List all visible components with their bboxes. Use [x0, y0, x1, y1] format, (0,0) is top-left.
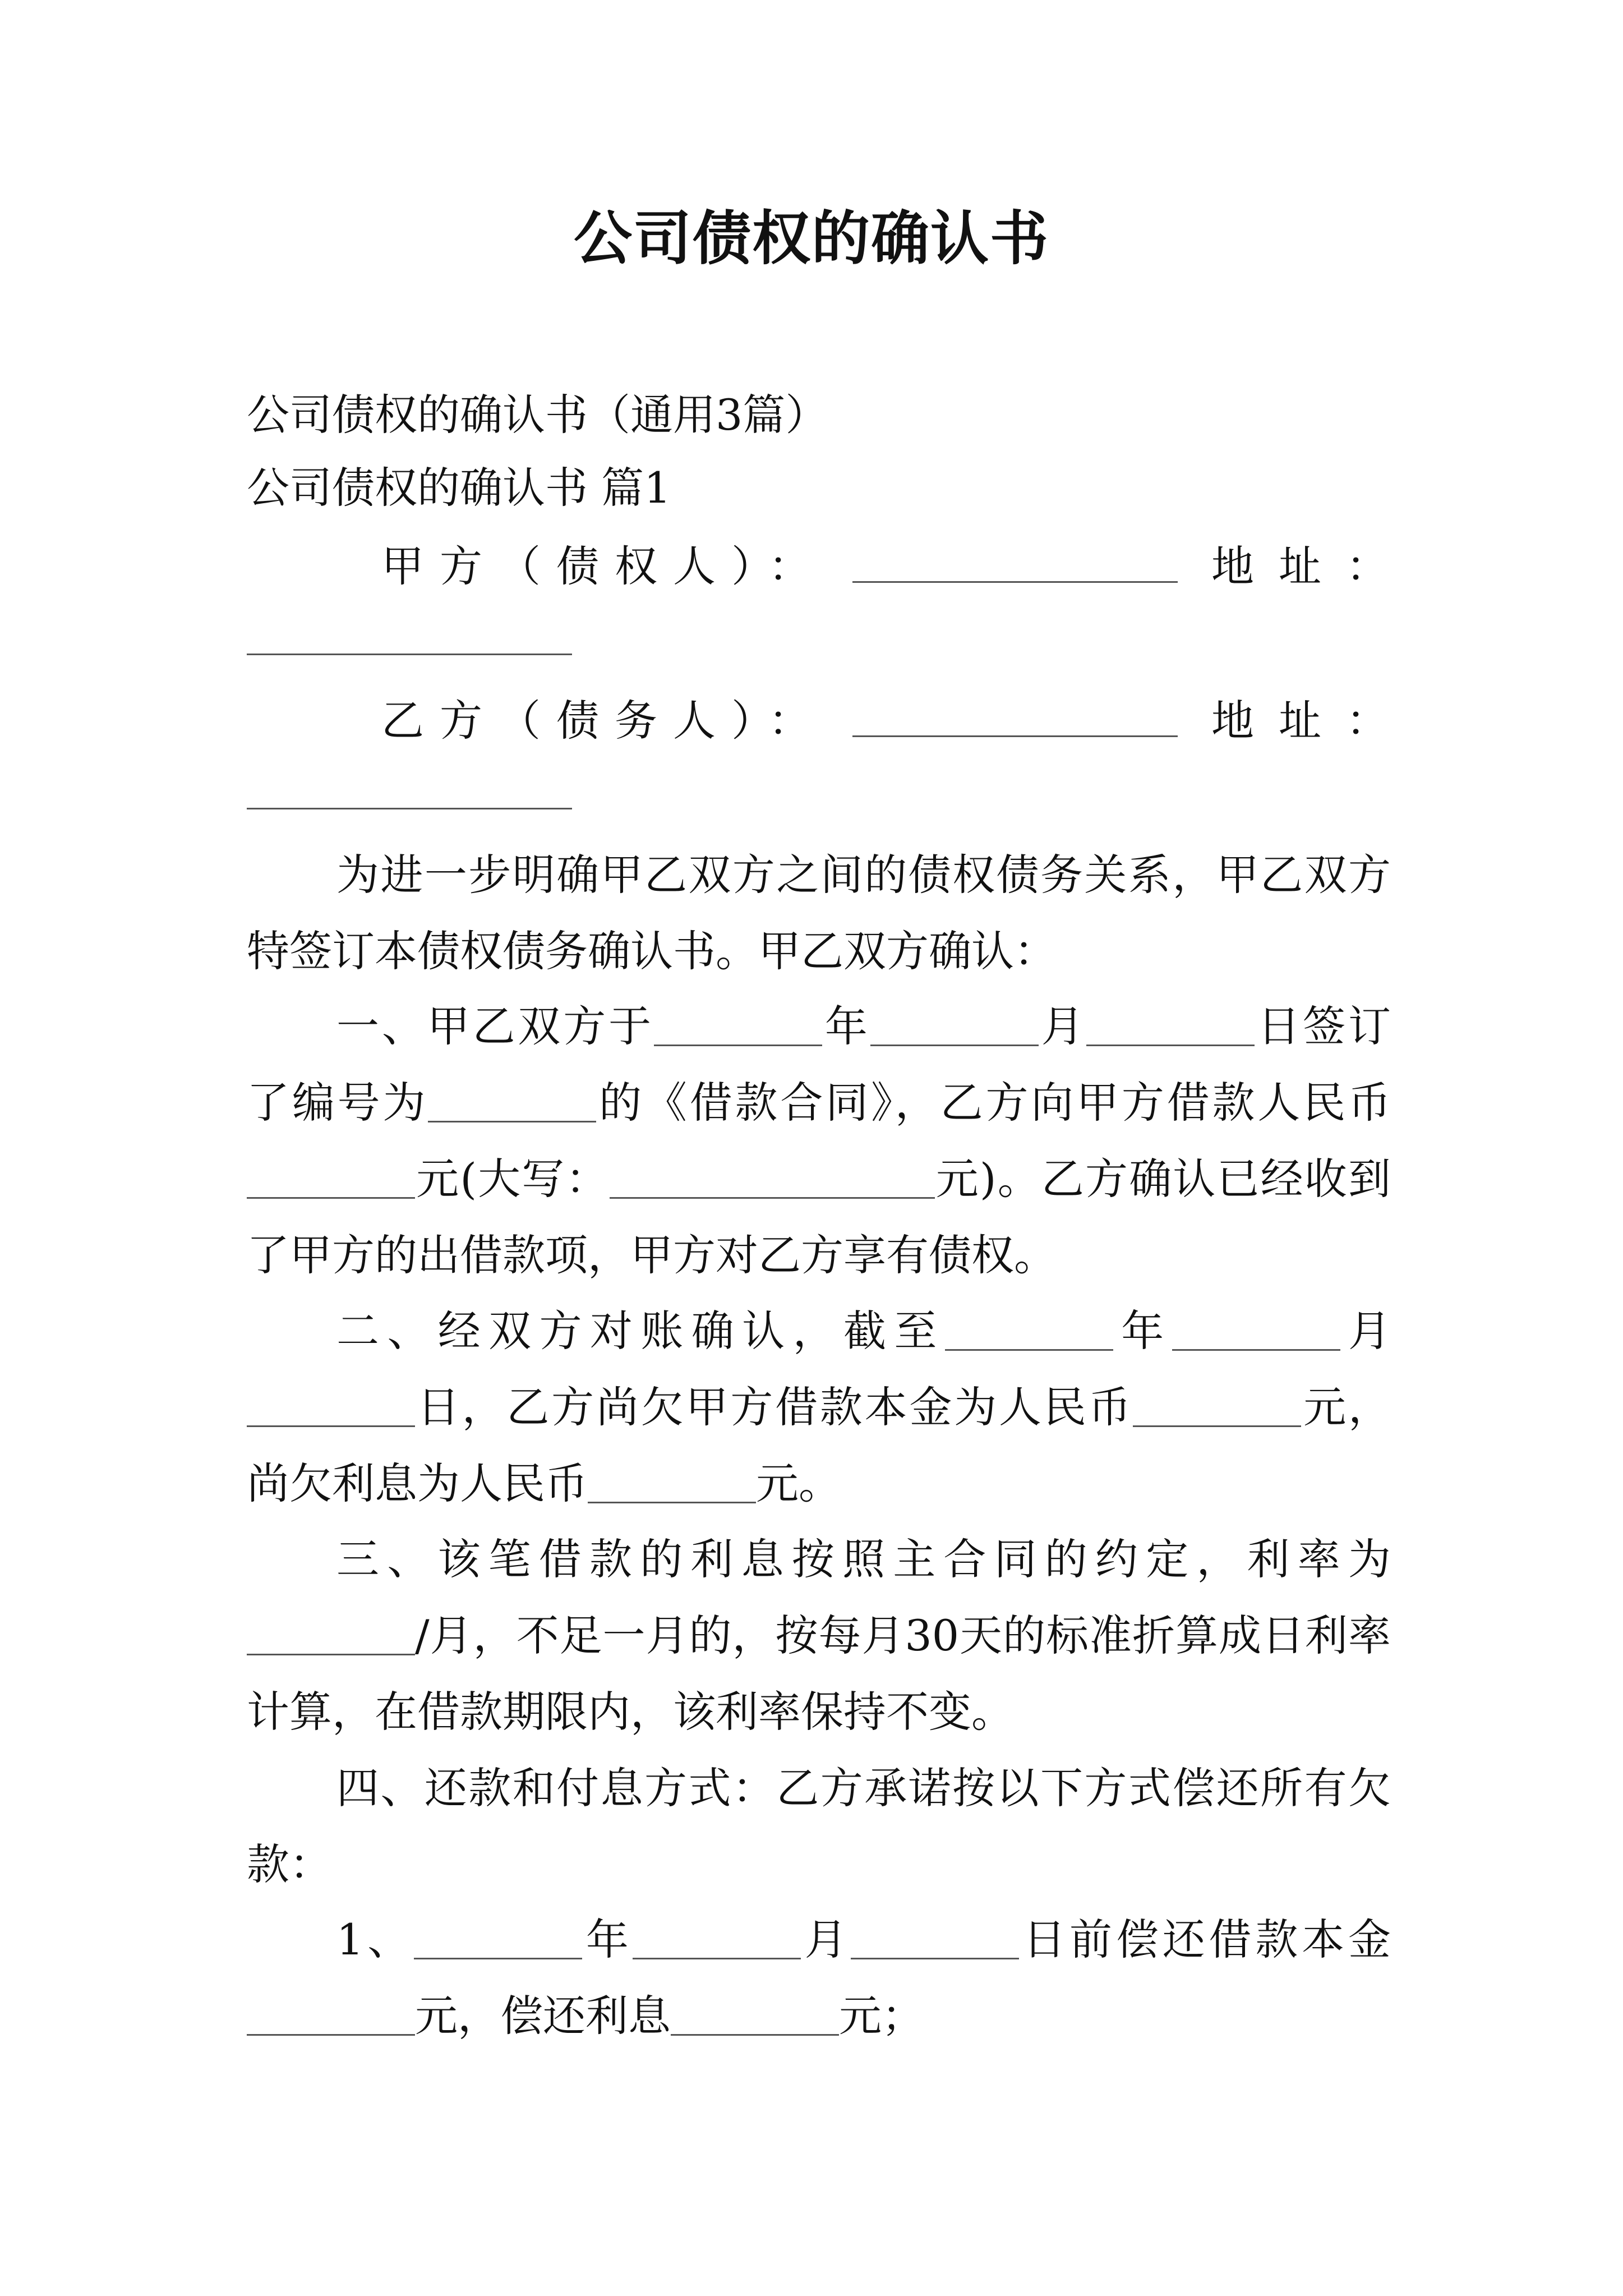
blank: [247, 1996, 415, 2036]
party-b-name-blank: [852, 697, 1178, 737]
party-a-address-label: 地址：: [1211, 541, 1413, 591]
blank: [247, 1616, 415, 1655]
blank: [414, 1920, 582, 1959]
party-a-name-blank: [852, 543, 1178, 583]
clause-1-text: 月: [1038, 1001, 1087, 1051]
clause-2-text: 日，乙方尚欠甲方借款本金为人民币: [415, 1382, 1133, 1432]
blank: [428, 1083, 596, 1122]
clause-2-text: 年: [1113, 1306, 1172, 1356]
blank: [1086, 1006, 1255, 1046]
document-title: 公司债权的确认书: [573, 204, 1049, 273]
blank: [247, 1387, 415, 1427]
subtitle-part-1: 公司债权的确认书 篇1: [247, 463, 671, 513]
intro-paragraph: 为进一步明确甲乙双方之间的债权债务关系，甲乙双方特签订本债权债务确认书。甲乙双方确认：: [247, 850, 1391, 976]
blank: [1133, 1387, 1301, 1427]
clause-1-text: 年: [822, 1001, 870, 1051]
item-1-text: 元；: [839, 1991, 924, 2041]
party-a-label: 甲方（债权人）：: [381, 541, 827, 591]
blank: [945, 1311, 1113, 1351]
party-b-address-blank: [247, 808, 572, 809]
blank: [654, 1006, 822, 1046]
item-1-text: 元，偿还利息: [415, 1991, 671, 2041]
clause-4-paragraph: 四、还款和付息方式：乙方承诺按以下方式偿还所有欠款：: [247, 1763, 1391, 1889]
clause-1-text: 元)。乙方确认已经收到了甲方的出借款项，甲方对乙方享有债权。: [247, 1154, 1391, 1280]
clause-1-text: 日签订了编号为: [247, 1001, 1391, 1128]
item-1-text: 日前偿还借款本金: [1019, 1915, 1391, 1964]
clause-2-paragraph: [247, 1293, 1391, 1522]
clause-2-text: 元，尚欠利息为人民币: [247, 1382, 1391, 1508]
subtitle-collection: 公司债权的确认书（通用3篇）: [247, 390, 828, 440]
blank: [588, 1464, 756, 1503]
blank: [1172, 1311, 1340, 1351]
clause-1-paragraph: [247, 988, 1391, 1294]
blank: [610, 1159, 935, 1199]
item-1-paragraph: [247, 1902, 1391, 2054]
blank: [633, 1920, 801, 1959]
blank: [851, 1920, 1019, 1959]
clause-3-paragraph: [247, 1521, 1391, 1750]
clause-2-text: 二、经双方对账确认，截至: [336, 1306, 945, 1356]
clause-1-text: 的《借款合同》，乙方向甲方借款人民币: [596, 1078, 1391, 1128]
clause-1-text: 元(大写：: [415, 1154, 610, 1204]
party-a-address-blank: [247, 654, 572, 655]
blank: [671, 1996, 839, 2036]
clause-3-text: 三、该笔借款的利息按照主合同的约定，利率为: [336, 1534, 1391, 1584]
item-1-text: 年: [582, 1915, 633, 1964]
clause-2-text: 月: [1340, 1306, 1391, 1356]
clause-3-text: /月，不足一月的，按每月30天的标准折算成日利率计算，在借款期限内，该利率保持不变。: [247, 1611, 1391, 1737]
clause-2-text: 元。: [756, 1458, 841, 1508]
blank: [870, 1006, 1039, 1046]
item-1-text: 月: [800, 1915, 851, 1964]
party-b-label: 乙方（债务人）：: [381, 696, 827, 746]
clause-1-text: 一、甲乙双方于: [336, 1001, 654, 1051]
item-1-text: 1、: [336, 1915, 414, 1964]
blank: [247, 1159, 415, 1199]
party-b-address-label: 地址：: [1211, 696, 1413, 746]
